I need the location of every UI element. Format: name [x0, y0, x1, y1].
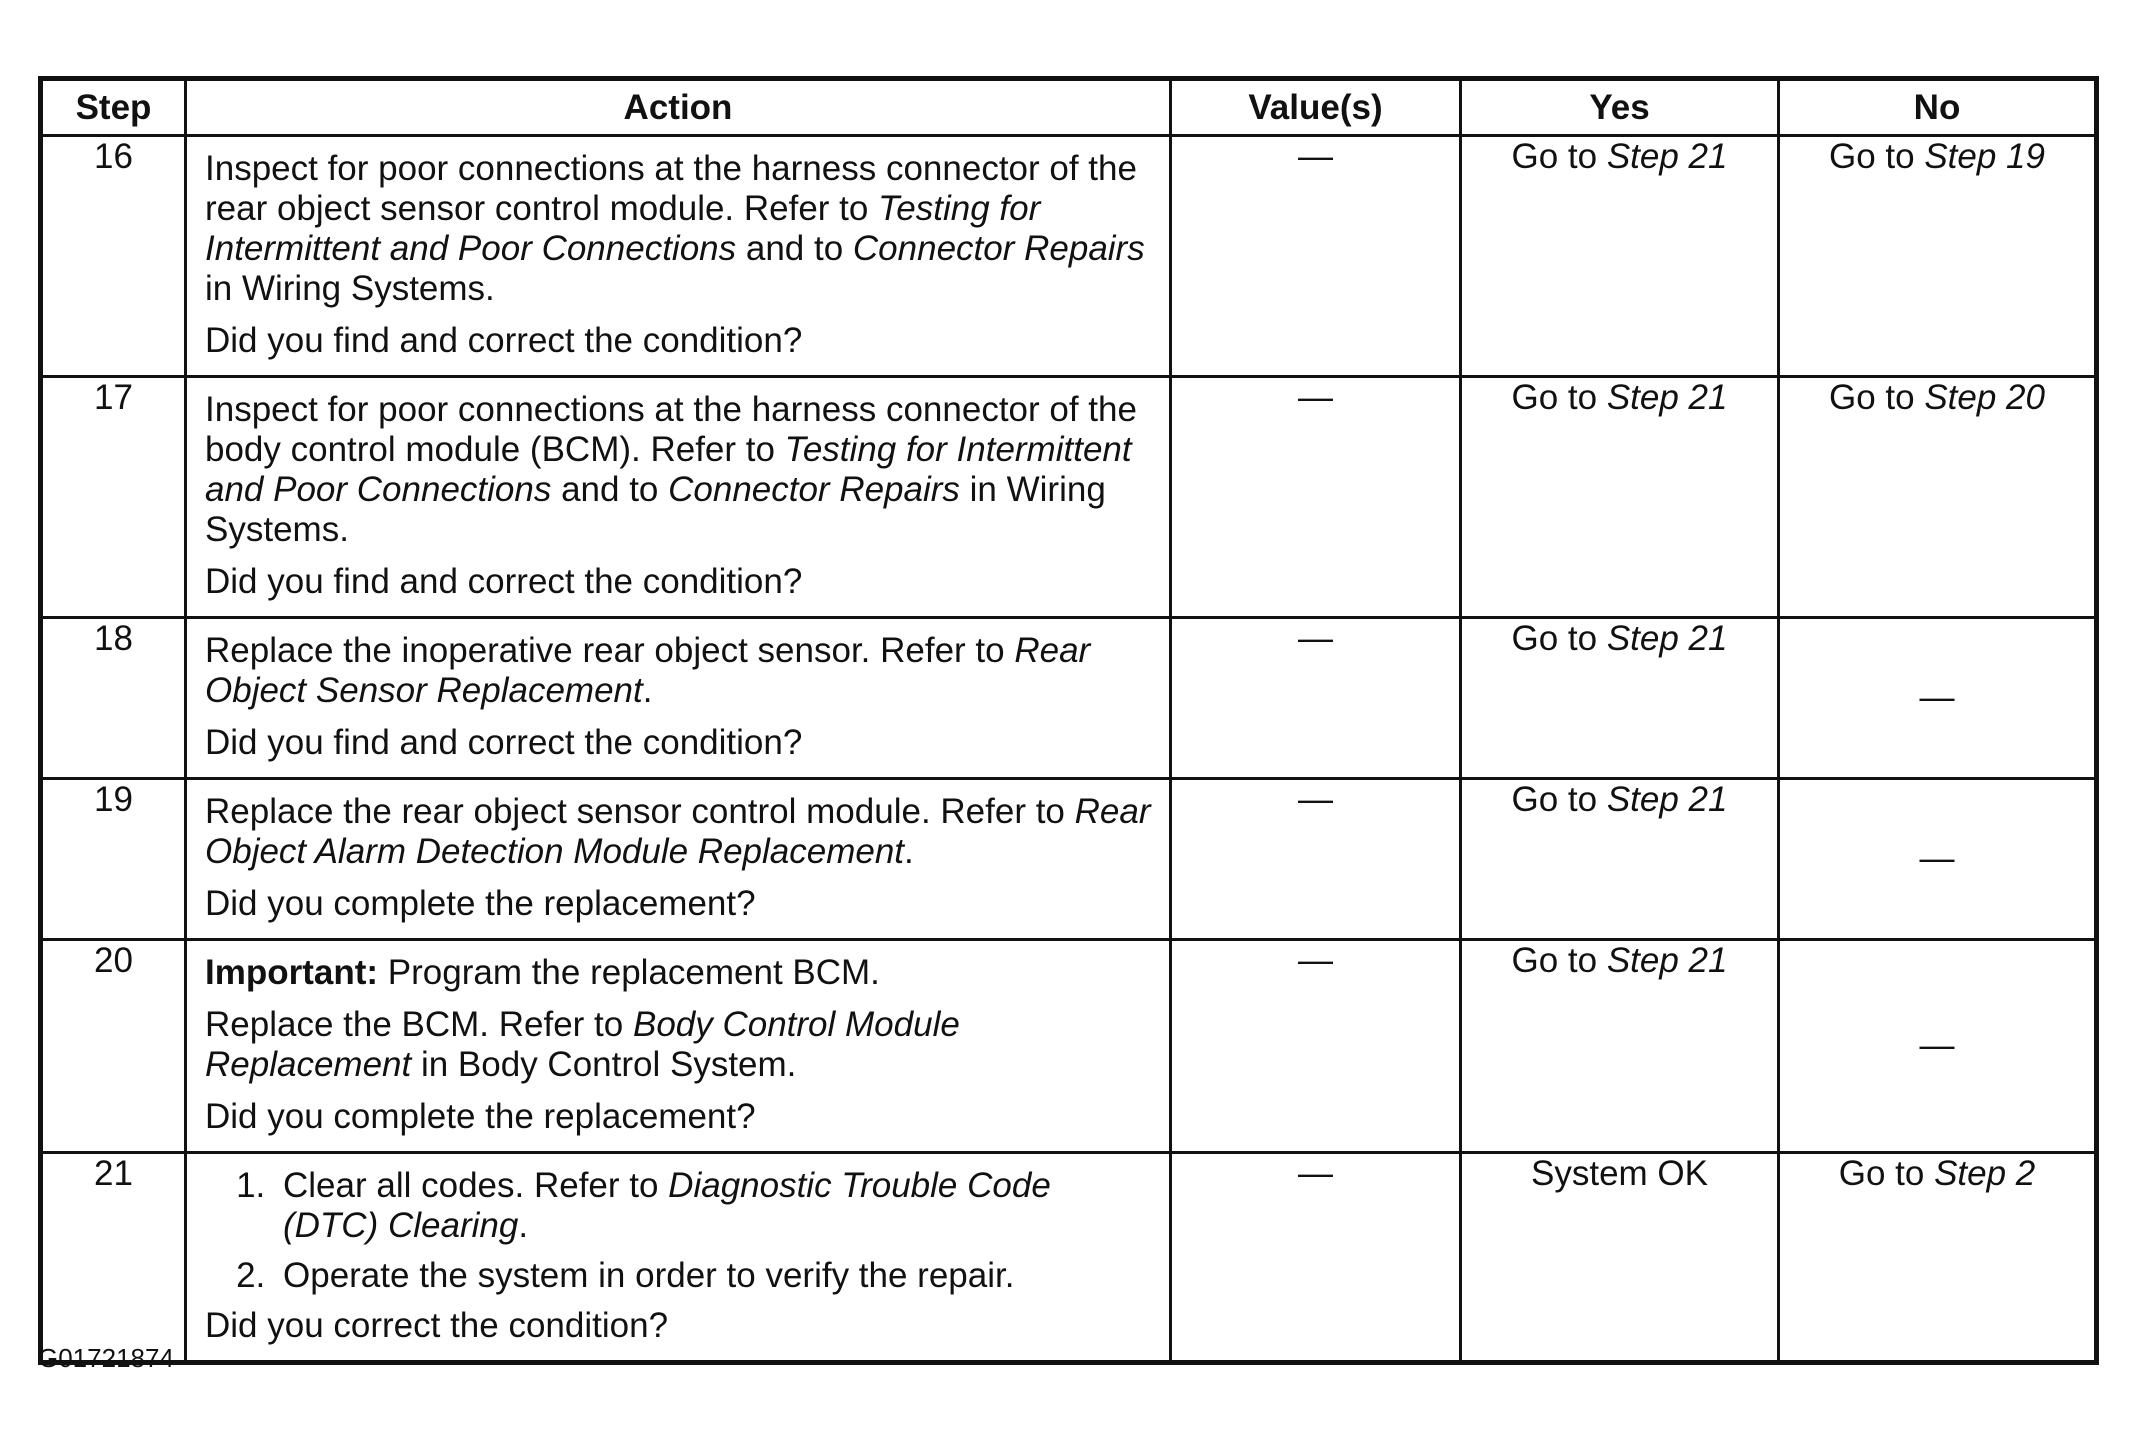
- question-text: Did you complete the replacement?: [205, 884, 756, 923]
- procedure-reference: Connector Repairs: [852, 229, 1145, 268]
- step-reference: Step 19: [1924, 137, 2045, 176]
- important-label: Important:: [205, 953, 379, 992]
- procedure-reference: Testing for Intermittent and Poor Connections: [205, 430, 1132, 509]
- procedure-reference: Testing for Intermittent and Poor Connections: [205, 189, 1041, 268]
- action-cell: [186, 940, 1171, 1153]
- table-row: [41, 377, 2097, 618]
- no-cell: —: [1779, 779, 2097, 940]
- step-number: 17: [41, 377, 186, 618]
- figure-id: G01721874: [38, 1343, 174, 1373]
- header-no: No: [1779, 79, 2097, 136]
- value-cell: —: [1171, 377, 1461, 618]
- action-cell: [186, 136, 1171, 377]
- step-number: 20: [41, 940, 186, 1153]
- question-text: Did you find and correct the condition?: [205, 562, 803, 601]
- table-row: [41, 618, 2097, 779]
- diagnostic-table-container: [38, 76, 2094, 1365]
- procedure-reference: Body Control Module Replacement: [205, 1005, 960, 1084]
- yes-cell: Go to Step 21: [1461, 377, 1779, 618]
- action-steps-list: [205, 1166, 1151, 1296]
- header-values: Value(s): [1171, 79, 1461, 136]
- table-row: [41, 1153, 2097, 1363]
- table-row: [41, 940, 2097, 1153]
- step-number: 19: [41, 779, 186, 940]
- value-cell: —: [1171, 940, 1461, 1153]
- header-yes: Yes: [1461, 79, 1779, 136]
- value-cell: —: [1171, 618, 1461, 779]
- table-row: [41, 779, 2097, 940]
- step-number: 18: [41, 618, 186, 779]
- procedure-reference: Diagnostic Trouble Code (DTC) Clearing: [283, 1166, 1051, 1245]
- action-text: Inspect for poor connections at the harness connector of the body control module (BCM). Refer to Testing for Intermittent and Poor Connections and to Connector Repairs in Wiring Systems.: [205, 390, 1137, 549]
- yes-cell: Go to Step 21: [1461, 940, 1779, 1153]
- header-row: [41, 79, 2097, 136]
- step-reference: Step 21: [1606, 137, 1728, 176]
- yes-cell: System OK: [1461, 1153, 1779, 1363]
- no-cell: —: [1779, 618, 2097, 779]
- step-reference: Step 21: [1606, 941, 1728, 980]
- procedure-reference: Rear Object Alarm Detection Module Replacement: [205, 792, 1151, 871]
- no-cell: Go to Step 2: [1779, 1153, 2097, 1363]
- step-number: 16: [41, 136, 186, 377]
- header-action: Action: [186, 79, 1171, 136]
- procedure-reference: Rear Object Sensor Replacement: [205, 631, 1091, 710]
- question-text: Did you complete the replacement?: [205, 1097, 756, 1136]
- important-note: Important: Program the replacement BCM.: [205, 953, 880, 992]
- question-text: Did you correct the condition?: [205, 1306, 669, 1345]
- action-text: Inspect for poor connections at the harness connector of the rear object sensor control module. Refer to Testing for Intermittent and Poor Connections and to Connector Repairs in Wiring Systems.: [205, 149, 1145, 308]
- step-reference: Step 21: [1606, 619, 1728, 658]
- procedure-reference: Connector Repairs: [668, 470, 960, 509]
- diagnostic-table: [38, 76, 2099, 1365]
- value-cell: —: [1171, 1153, 1461, 1363]
- value-cell: —: [1171, 779, 1461, 940]
- step-reference: Step 20: [1924, 378, 2045, 417]
- action-text: Replace the inoperative rear object sensor. Refer to Rear Object Sensor Replacement.: [205, 631, 1091, 710]
- table-row: [41, 136, 2097, 377]
- header-step: Step: [41, 79, 186, 136]
- yes-cell: Go to Step 21: [1461, 779, 1779, 940]
- yes-cell: Go to Step 21: [1461, 136, 1779, 377]
- value-cell: —: [1171, 136, 1461, 377]
- step-number: 21: [41, 1153, 186, 1363]
- action-cell: [186, 377, 1171, 618]
- step-reference: Step 21: [1606, 378, 1728, 417]
- list-item: 1. Clear all codes. Refer to Diagnostic Trouble Code (DTC) Clearing.: [275, 1166, 1151, 1246]
- no-cell: Go to Step 20: [1779, 377, 2097, 618]
- action-cell: [186, 618, 1171, 779]
- action-text: Replace the rear object sensor control module. Refer to Rear Object Alarm Detection Module Replacement.: [205, 792, 1151, 871]
- no-cell: —: [1779, 940, 2097, 1153]
- yes-cell: Go to Step 21: [1461, 618, 1779, 779]
- action-cell: [186, 779, 1171, 940]
- action-cell: [186, 1153, 1171, 1363]
- no-cell: Go to Step 19: [1779, 136, 2097, 377]
- question-text: Did you find and correct the condition?: [205, 321, 803, 360]
- list-item: 2. Operate the system in order to verify the repair.: [275, 1256, 1151, 1296]
- step-reference: Step 21: [1606, 780, 1728, 819]
- question-text: Did you find and correct the condition?: [205, 723, 803, 762]
- step-reference: Step 2: [1934, 1154, 2036, 1193]
- action-text: Replace the BCM. Refer to Body Control Module Replacement in Body Control System.: [205, 1005, 960, 1084]
